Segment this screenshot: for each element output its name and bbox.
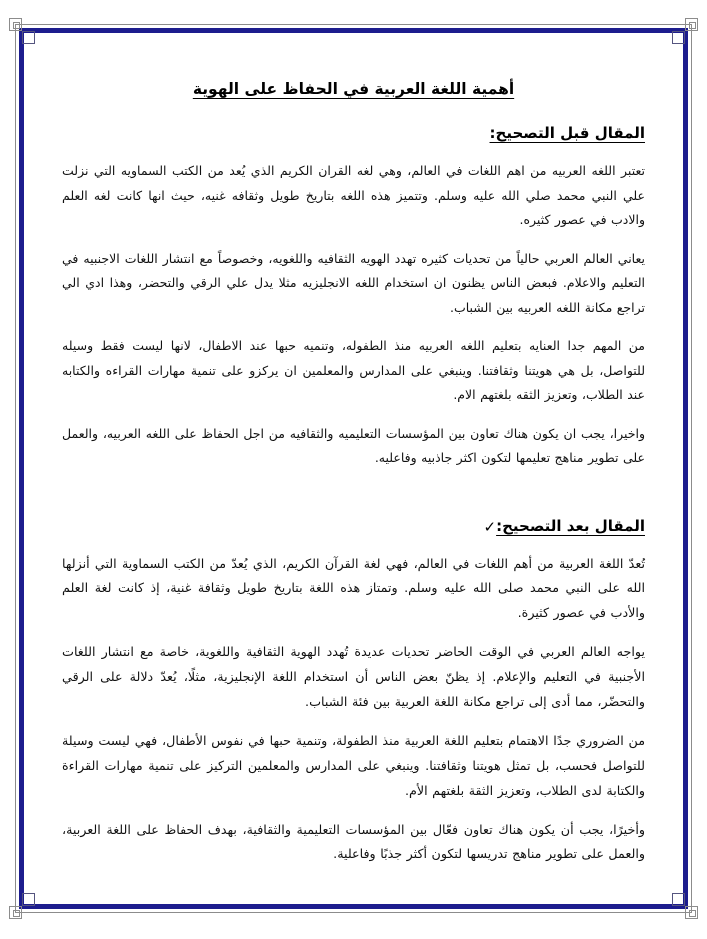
corner-ornament-inner-top-left: [22, 31, 35, 44]
section-heading-after: [62, 517, 645, 535]
paragraph: تعتبر اللغه العربيه من اهم اللغات في العالم، وهي لغه القران الكريم الذي يُعد من الكتب السماويه التي نزلت علي النبي محمد صلي الله عليه وسلم. وتتميز هذه اللغه بتاريخ طويل وثقافه غنيه، حيث انها كانت لغه العلم والادب في عصور كثيره.: [62, 163, 645, 227]
paragraph: من المهم جدا العنايه بتعليم اللغه العربيه منذ الطفوله، وتنميه حبها عند الاطفال، لانها ليست فقط وسيله للتواصل، بل هي هويتنا وثقافتنا. وينبغي على المدارس والمعلمين ان يركزو على تنمية مهارات القراءه والكتابه عند الطلاب، وتعزيز الثقه بلغتهم الام.: [62, 338, 645, 402]
paragraph: يعاني العالم العربي حالياً من تحديات كثيره تهدد الهويه الثقافيه واللغويه، وخصوصاً مع انتشار اللغات الاجنبيه في التعليم والاعلام. فبعض الناس يظنون ان استخدام اللغه الانجليزيه مثلا يدل علي الرقي والتحضر، وهذا ادي الي تراجع مكانة اللغه العربيه بين الشباب.: [62, 250, 645, 315]
corner-ornament-top-right: [685, 18, 698, 31]
section-heading-before-label: المقال قبل التصحيح:: [489, 124, 645, 142]
corner-ornament-inner-top-right: [672, 31, 685, 44]
section-after-correction: [62, 517, 645, 868]
corner-ornament-bottom-left: [9, 906, 22, 919]
paragraph: يواجه العالم العربي في الوقت الحاضر تحديات عديدة تُهدد الهوية الثقافية واللغوية، خاصة مع انتشار اللغات الأجنبية في التعليم والإعلام. إذ يظنّ بعض الناس أن استخدام اللغة الإنجليزية، مثلًا، يُعدّ دلالة على الرقي والتحضّر، مما أدى إلى تراجع مكانة اللغة العربية بين فئة الشباب.: [62, 644, 645, 709]
checkmark-icon: ✓: [483, 517, 497, 536]
corner-ornament-bottom-right: [685, 906, 698, 919]
corner-ornament-top-left: [9, 18, 22, 31]
paragraph: تُعدّ اللغة العربية من أهم اللغات في العالم، فهي لغة القرآن الكريم، الذي يُعدّ من الكتب السماوية التي أنزلها الله على النبي محمد صلى الله عليه وسلم. وتمتاز هذه اللغة بتاريخ طويل وثقافة غنية، إذ كانت لغة العلم والأدب في عصور كثيرة.: [62, 555, 645, 621]
corner-ornament-inner-bottom-left: [22, 893, 35, 906]
document-body: [40, 46, 667, 893]
paragraph: من الضروري جدًا الاهتمام بتعليم اللغة العربية منذ الطفولة، وتنمية حبها في نفوس الأطفال، فهي ليست وسيلة للتواصل فحسب، بل تمثل هويتنا وثقافتنا. وينبغي على المدارس والمعلمين التركيز على تنمية مهارات القراءة والكتابة لدى الطلاب، وتعزيز الثقة بلغتهم الأم.: [62, 732, 645, 798]
paragraph: واخيرا، يجب ان يكون هناك تعاون بين المؤسسات التعليميه والثقافيه من اجل الحفاظ على اللغه العربيه، والعمل على تطوير مناهج تعليمها لتكون اكثر جاذبيه وفاعليه.: [62, 425, 645, 465]
corner-ornament-inner-bottom-right: [672, 893, 685, 906]
page-title: أهمية اللغة العربية في الحفاظ على الهوية: [192, 80, 515, 98]
paragraph: وأخيرًا، يجب أن يكون هناك تعاون فعّال بين المؤسسات التعليمية والثقافية، بهدف الحفاظ على اللغة العربية، والعمل على تطوير مناهج تدريسها لتكون أكثر جذبًا وفاعلية.: [62, 821, 645, 862]
section-before-correction: [62, 124, 645, 471]
section-heading-after-label: المقال بعد التصحيح:: [496, 516, 645, 535]
section-heading-before: [62, 124, 645, 142]
